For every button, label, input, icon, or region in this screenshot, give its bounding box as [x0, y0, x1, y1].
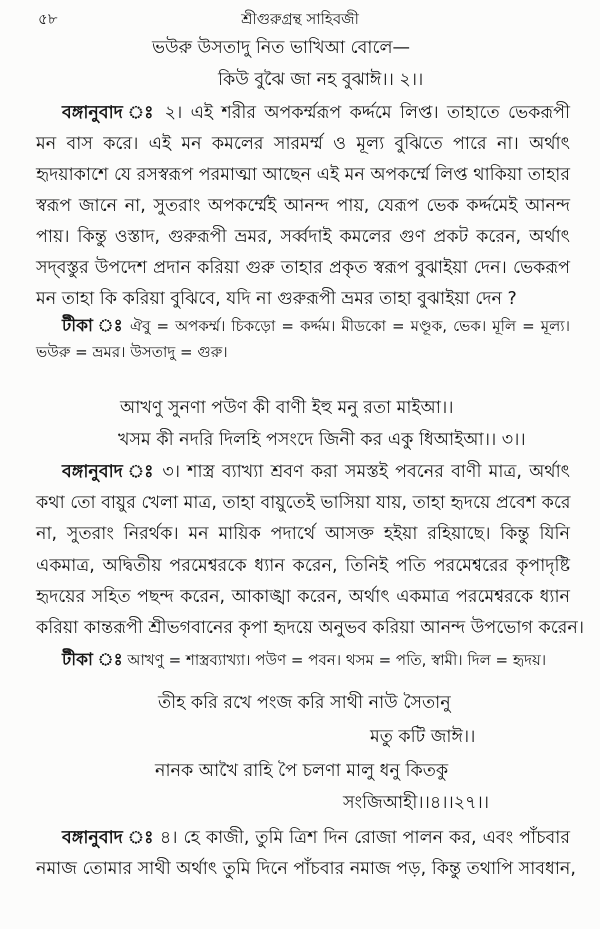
translation-label: বঙ্গানুবাদ ঃ: [62, 103, 157, 123]
paragraph-line: হৃদয়াকাশে যে রসস্বরূপ পরমাত্মা আছেন এই মন অপকর্ম্মে লিপ্ত থাকিয়া তাহার: [36, 165, 570, 185]
paragraph-line: একমাত্র, অদ্বিতীয় পরমেশ্বরকে ধ্যান করেন, তিনিই পতি পরমেশ্বরের কৃপাদৃষ্টি: [36, 556, 570, 576]
glossary-line: [62, 648, 570, 672]
verse-line: তীহ করি রখে পংজ করি সাথী নাউ সৈতানু: [158, 693, 451, 713]
page-number: ৫৮: [38, 10, 58, 28]
paragraph-line: মন তাহা কি করিয়া বুঝিবে, যদি না গুরুরূপী ভ্রমর তাহা বুঝাইয়া দেন ?: [36, 289, 517, 309]
paragraph-line: করিয়া কান্তরূপী শ্রীভগবানের কৃপা হৃদয়ে অনুভব করিয়া আনন্দ উপভোগ করেন।: [36, 618, 585, 638]
line-text: ৩। শাস্ত্র ব্যাখ্যা শ্রবণ করা সমস্তই পবনের বাণী মাত্র, অর্থাৎ: [162, 462, 571, 482]
line-text: ৪। হে কাজী, তুমি ত্রিশ দিন রোজা পালন কর, এবং পাঁচবার: [159, 828, 570, 848]
verse-line: ভউরু উসতাদু নিত ভাখিআ বোলে—: [152, 38, 411, 58]
glossary-label: টীকা ঃ: [62, 316, 124, 336]
running-title: শ্রীগুরুগ্রন্থ সাহিবজী: [241, 10, 359, 28]
glossary-label: টীকা ঃ: [62, 650, 123, 670]
paragraph-line: হৃদয়ের সহিত পছন্দ করেন, আকাঙ্খা করেন, অর্থাৎ একমাত্র পরমেশ্বরকে ধ্যান: [36, 587, 570, 607]
glossary-line: [62, 314, 570, 338]
paragraph-line: পায়। কিন্তু ওস্তাদ, গুরুরূপী ভ্রমর, সর্ব্বদাই কমলের গুণ প্রকট করেন, অর্থাৎ: [36, 227, 570, 247]
paragraph-line: মন বাস করে। এই মন কমলের সারমর্ম্ম ও মূল্য বুঝিতে পারে না। অর্থাৎ: [36, 134, 570, 154]
glossary-line: ভউরু = ভ্রমর। উসতাদু = গুরু।: [36, 343, 228, 361]
paragraph-line: স্বরূপ জানে না, সুতরাং অপকর্ম্মেই আনন্দ পায়, যেরূপ ভেক কর্দ্দমেই আনন্দ: [36, 196, 570, 216]
line-text: ২। এই শরীর অপকর্ম্মরূপ কর্দ্দমে লিপ্ত। তাহাতে ভেকরূপী: [164, 103, 571, 123]
paragraph-line: না, সুতরাং নিরর্থক। মন মায়িক পদার্থে আসক্ত হইয়া রহিয়াছে। কিন্তু যিনি: [36, 524, 570, 544]
verse-line: আখণু সুনণা পউণ কী বাণী ইহু মনু রতা মাইআ।।: [120, 398, 454, 418]
paragraph-line: [62, 460, 570, 484]
verse-line: খসম কী নদরি দিলহি পসংদে জিনী কর একু ধিআইআ।। ৩।।: [118, 430, 526, 450]
paragraph-line: কথা তো বায়ুর খেলা মাত্র, তাহা বায়ুতেই ভাসিয়া যায়, তাহা হৃদয়ে প্রবেশ করে: [36, 493, 571, 513]
translation-label: বঙ্গানুবাদ ঃ: [62, 828, 154, 848]
verse-line: মতু কটি জাঈ।।: [370, 727, 476, 747]
verse-line: সংজিআহী।।৪।।২৭।।: [343, 793, 490, 813]
paragraph-line: [62, 101, 570, 125]
line-text: ঐবু = অপকর্ম্ম। চিকড়ো = কর্দ্দম। মীডকো = মণ্ডূক, ভেক। মূলি = মূল্য।: [130, 317, 570, 335]
paragraph-line: সদ্‌বস্তুর উপদেশ প্রদান করিয়া গুরু তাহার প্রকৃত স্বরূপ বুঝাইয়া দেন। ভেকরূপ: [36, 258, 570, 278]
paragraph-line: নমাজ তোমার সাথী অর্থাৎ তুমি দিনে পাঁচবার নমাজ পড়, কিন্তু তথাপি সাবধান,: [36, 859, 576, 879]
translation-label: বঙ্গানুবাদ ঃ: [62, 462, 156, 482]
verse-line: কিউ বুঝৈ জা নহ বুঝাঈ।। ২।।: [218, 70, 424, 90]
line-text: আখণু = শাস্ত্রব্যাখ্যা। পউণ = পবন। থসম = পতি, স্বামী। দিল = হৃদয়।: [127, 651, 547, 669]
paragraph-line: [62, 826, 570, 850]
verse-line: নানক আখৈ রাহি পৈ চলণা মালু ধনু কিতকু: [155, 761, 449, 781]
